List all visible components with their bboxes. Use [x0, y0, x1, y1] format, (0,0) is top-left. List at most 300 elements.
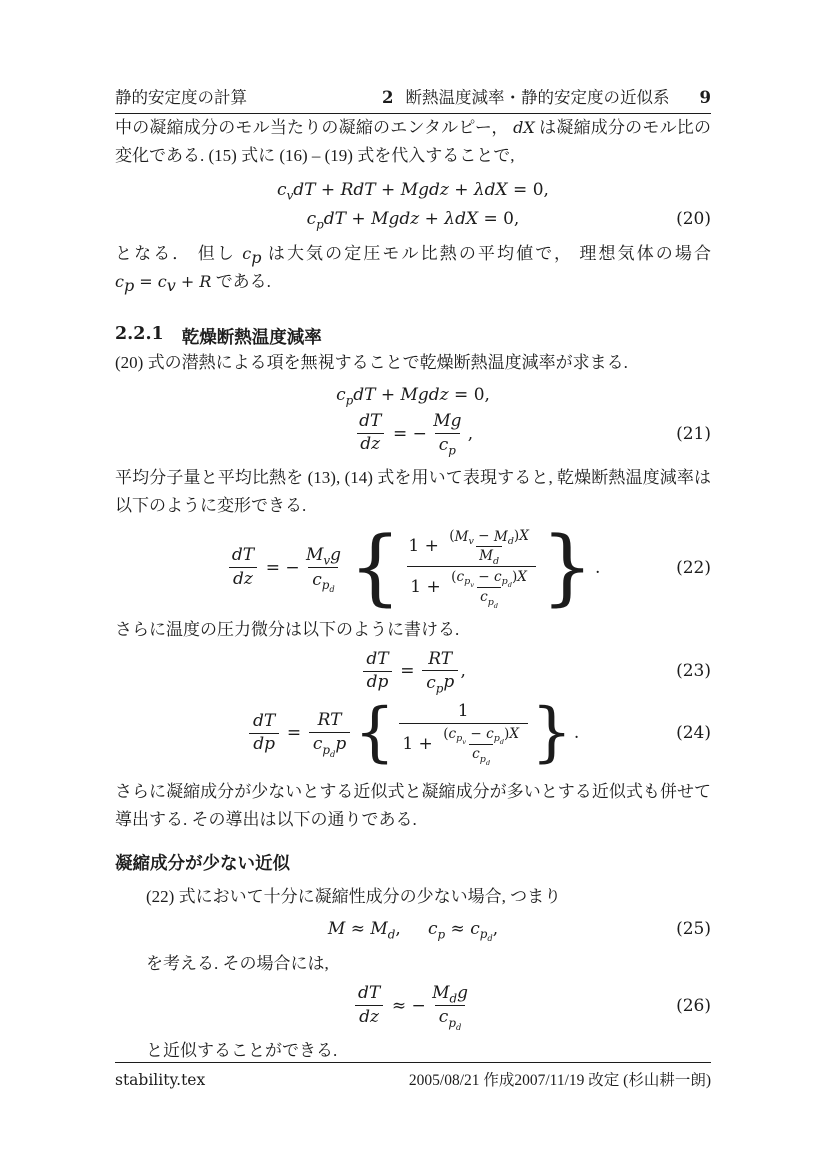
math-roman: − [473, 528, 494, 545]
equation-21 [115, 383, 711, 456]
math-subscript [388, 927, 396, 941]
math-roman: = 0, [448, 384, 490, 405]
math-var: Mgdz [400, 180, 449, 201]
math-var: dT [353, 384, 376, 405]
math-fraction [363, 650, 393, 693]
math-var: d [493, 602, 499, 611]
inline-math [242, 244, 262, 268]
math-subscripted [479, 754, 491, 768]
math-var: p [123, 275, 135, 295]
math-fraction [429, 412, 465, 456]
equation-24 [115, 695, 711, 771]
math-var: c [277, 180, 287, 201]
text-run: さらに温度の圧力微分は以下のように書ける. [115, 620, 460, 640]
equation-content [360, 650, 466, 694]
math-subscripted [426, 673, 443, 694]
text-run: 平均分子量と平均比熱を (13), (14) 式を用いて表現すると, 乾燥断熱温度減率は以下のように変形できる. [115, 468, 711, 515]
fraction-denominator [249, 733, 278, 755]
math-var: g [457, 982, 469, 1003]
math-var: Mgdz [400, 384, 449, 405]
math-fraction [405, 528, 538, 611]
equation-line [115, 519, 711, 615]
math-var: d [455, 1022, 462, 1033]
math-var: c [312, 734, 323, 755]
math-subscripted [456, 568, 474, 590]
math-subscript [123, 275, 135, 295]
math-var: d [499, 738, 505, 747]
math-var: c [426, 672, 436, 693]
fraction-denominator [422, 670, 458, 696]
equation-content [226, 519, 601, 615]
math-roman: + [175, 271, 200, 291]
math-var: c [448, 725, 457, 742]
equation-content [352, 982, 475, 1033]
brace-body [401, 528, 541, 611]
fraction-numerator [440, 726, 522, 745]
equation-22 [115, 519, 711, 615]
math-subscripted [501, 576, 512, 590]
math-var: dp [253, 734, 275, 755]
math-var: v [166, 275, 176, 295]
fraction-denominator [309, 732, 350, 760]
math-subscripted [307, 208, 324, 230]
math-var: Mg [433, 410, 462, 431]
math-var: c [486, 725, 494, 742]
fraction-denominator [476, 546, 502, 568]
math-fraction [228, 546, 258, 589]
math-fraction [428, 982, 471, 1033]
equation-number: (22) [676, 557, 711, 578]
math-roman: = [281, 723, 307, 744]
math-var: dT [252, 710, 276, 731]
math-var: p [322, 742, 330, 757]
math-var: c [438, 434, 449, 455]
math-subscripted [448, 1015, 462, 1033]
math-var: X [509, 725, 520, 742]
math-subscripted [455, 529, 474, 546]
math-var: d [387, 926, 396, 941]
math-roman: ( [449, 528, 455, 545]
math-subscripted [312, 569, 335, 595]
equation-23 [115, 650, 711, 694]
math-var: c [456, 568, 465, 585]
math-var: d [449, 991, 458, 1006]
fraction-denominator [435, 433, 460, 456]
text-run: (22) 式において十分に凝縮性成分の少ない場合, つまり [146, 887, 562, 907]
equation-number: (24) [676, 723, 711, 744]
subsection-number: 2.2.1 [115, 324, 164, 345]
header-document-title: 静的安定度の計算 [115, 89, 247, 107]
math-fraction [309, 710, 350, 760]
math-var: M [493, 528, 508, 545]
math-roman: 1 + [410, 577, 447, 598]
math-fraction [399, 701, 528, 768]
equation-content [307, 208, 520, 230]
inline-math [513, 118, 535, 137]
text-run: さらに凝縮成分が少ないとする近似式と凝縮成分が多いとする近似式も併せて導出する. その導出は以下の通りである. [115, 782, 711, 829]
math-var: p [493, 733, 500, 745]
math-var: c [494, 568, 502, 585]
math-roman: , [467, 423, 474, 444]
math-var: dX [513, 118, 535, 137]
math-subscript [450, 992, 458, 1006]
equation-line [115, 695, 711, 771]
math-roman: ) [513, 528, 520, 545]
equation-number: (23) [676, 661, 711, 682]
math-fraction [446, 528, 532, 568]
math-var: M [479, 548, 493, 565]
math-subscripted [487, 597, 499, 611]
math-subscript [436, 681, 444, 695]
math-var: c [306, 209, 317, 230]
math-subscript [448, 443, 456, 457]
text-run: は大気の定圧モル比熱の平均値で， 理想気体の場合 [261, 244, 716, 264]
brace-body [395, 701, 531, 768]
text-run: となる． 但し [115, 244, 243, 264]
math-var: c [428, 918, 438, 939]
fraction-numerator [405, 529, 538, 567]
math-subscript [479, 926, 493, 944]
math-var: dT [293, 180, 316, 201]
math-subscripted [480, 589, 499, 611]
math-subscript [329, 585, 334, 594]
math-var: M [370, 918, 388, 939]
math-roman: ) [511, 568, 518, 585]
math-subscripted [306, 545, 330, 566]
math-roman: = 0, [478, 209, 520, 230]
fraction-denominator [469, 744, 493, 768]
math-roman: + [315, 180, 341, 201]
math-subscripted [479, 926, 493, 944]
math-var: p [479, 754, 486, 766]
page-footer [115, 1062, 711, 1090]
math-var: c [472, 746, 480, 763]
math-subscript [438, 927, 446, 941]
fraction-denominator [308, 567, 338, 595]
equation-line [115, 412, 711, 456]
math-braced-group: { 1 + ( $M_v$ − $M_d$ ) X $M_d$ 1 + ( $c_{p_v}$ − $c_{p_d}$ ) X $c_{p_d}$ } [348, 519, 594, 615]
math-roman: = 0, [507, 180, 549, 201]
paragraph-dry-lapse [115, 349, 711, 377]
math-roman: , [460, 661, 466, 682]
math-subscript [493, 733, 505, 747]
math-var: p [479, 926, 488, 941]
math-roman: ≈ − [386, 995, 426, 1016]
math-var: d [487, 933, 493, 944]
math-var: c [336, 384, 346, 405]
equation-line [115, 650, 711, 694]
text-run: と近似することができる. [146, 1041, 338, 1061]
math-var: X [517, 568, 527, 585]
math-subscript [456, 733, 467, 747]
fraction-numerator [354, 984, 384, 1005]
fraction-numerator [429, 412, 465, 433]
fraction-denominator [229, 567, 256, 589]
math-subscripted [157, 271, 176, 295]
math-subscripted [322, 742, 336, 760]
footer-row [115, 1068, 711, 1090]
math-roman: ) [504, 725, 510, 742]
paragraph-approx-conclusion [115, 1037, 711, 1065]
math-var: p [443, 672, 455, 693]
math-roman: + [375, 180, 401, 201]
math-var: M [432, 983, 450, 1004]
math-var: λdX [444, 209, 479, 230]
paragraph-pressure-deriv [115, 616, 711, 644]
math-subscripted [115, 271, 135, 295]
math-subscripted [312, 734, 336, 760]
fraction-numerator [425, 650, 456, 671]
fraction-numerator [249, 712, 279, 733]
math-var: RdT [340, 180, 376, 201]
math-var: c [480, 589, 488, 606]
paragraph-mean-mol [115, 464, 711, 519]
subsection-title: 乾燥断熱温度減率 [181, 327, 322, 348]
math-var: c [242, 244, 252, 264]
math-subscript [479, 754, 491, 768]
math-roman: 1 + [408, 535, 445, 556]
math-subscripted [277, 179, 293, 201]
footer-revision-note: 2005/08/21 作成2007/11/19 改定 (杉山耕一朗) [408, 1072, 711, 1089]
math-var: M [305, 545, 324, 566]
fraction-denominator [363, 671, 392, 693]
paragraph-consider-case [115, 950, 711, 978]
header-section-group [382, 84, 711, 108]
math-var: RT [428, 648, 453, 669]
math-var: dT [366, 649, 389, 670]
math-var: dT [357, 983, 381, 1004]
text-run: は凝縮成分のモル比の変化である. (15) 式に (16) – (19) 式を代入することで, [115, 118, 711, 165]
math-fraction [354, 984, 384, 1027]
math-subscript [287, 188, 294, 202]
math-subscript [501, 576, 512, 590]
math-subscript [321, 577, 335, 595]
text-run: 中の凝縮成分のモル当たりの凝縮のエンタルピー， [115, 118, 514, 137]
math-var: p [448, 1015, 456, 1030]
page-content [115, 0, 716, 1065]
math-var: v [462, 738, 467, 747]
math-subscript [251, 248, 262, 268]
fraction-numerator [314, 711, 345, 732]
math-roman: = − [387, 423, 427, 444]
math-var: dz [359, 1006, 380, 1027]
math-var: p [437, 926, 446, 941]
math-subscripted [242, 244, 262, 268]
math-roman: ≈ [445, 918, 471, 939]
equation-20 [115, 178, 711, 231]
math-roman: 1 + [402, 734, 439, 755]
math-braced-group: { 1 1 + ( $c_{p_v}$ − $c_{p_d}$ ) X $c_{p_d}$ } [354, 695, 573, 771]
equation-number: (21) [676, 423, 711, 444]
math-subscripted [438, 1007, 462, 1033]
math-var: c [438, 1007, 449, 1028]
math-roman: = [134, 271, 158, 291]
fraction-numerator [428, 983, 471, 1005]
math-subscript [316, 217, 324, 231]
math-var: v [323, 553, 331, 568]
math-var: p [464, 576, 471, 588]
math-var: c [312, 569, 322, 590]
math-fraction [422, 650, 458, 694]
math-var: p [456, 733, 463, 745]
math-var: p [448, 443, 456, 458]
math-fraction [249, 712, 279, 755]
math-var: d [507, 536, 514, 548]
fraction-numerator [228, 546, 258, 567]
math-var: p [501, 576, 508, 588]
math-var: g [330, 544, 341, 565]
text-run: である. [211, 271, 271, 291]
fraction-numerator [454, 702, 472, 723]
math-roman: + [448, 180, 474, 201]
math-roman: ( [451, 568, 457, 585]
math-subscripted [486, 725, 505, 747]
math-roman: , [395, 918, 401, 939]
equation-line [115, 207, 711, 231]
math-roman: − [466, 725, 487, 742]
footer-rule [115, 1062, 711, 1063]
running-header [115, 84, 711, 108]
fraction-denominator [407, 566, 536, 611]
equation-content [327, 918, 499, 944]
paragraph-few-condensate-case [115, 883, 711, 911]
math-subscripted [493, 733, 505, 747]
math-var: RT [317, 710, 342, 731]
math-subscript [346, 393, 354, 407]
math-roman: ≈ [345, 918, 371, 939]
math-subscripted [494, 568, 512, 590]
subsection-heading-221 [115, 324, 711, 349]
equation-line [115, 178, 711, 202]
math-fraction [355, 412, 385, 455]
math-subscripted [472, 746, 491, 768]
equation-line [115, 383, 711, 407]
fraction-denominator [357, 433, 384, 455]
equation-25 [115, 917, 711, 944]
paragraph-approx-intro [115, 778, 711, 833]
header-page-number: 9 [699, 88, 711, 107]
math-roman: , [492, 918, 499, 939]
math-var: dT [231, 545, 255, 566]
equation-number: (26) [676, 995, 711, 1016]
fraction-numerator [302, 545, 345, 567]
math-var: λdX [473, 180, 508, 201]
math-var: dT [359, 411, 382, 432]
math-var: v [286, 188, 294, 203]
fraction-numerator [446, 529, 532, 547]
math-subscripted [432, 983, 457, 1004]
math-roman: ( [443, 725, 449, 742]
math-var: c [115, 271, 124, 291]
math-subscript [487, 597, 499, 611]
math-subscripted [428, 918, 445, 940]
fraction-denominator [435, 1005, 465, 1033]
math-var: d [507, 581, 512, 590]
math-subscript [456, 1023, 461, 1032]
math-var: p [321, 577, 330, 592]
math-var: d [329, 749, 336, 760]
fraction-numerator [363, 650, 393, 671]
footer-file-name: stability.tex [115, 1071, 206, 1089]
math-var: p [316, 217, 324, 232]
equation-content [336, 384, 490, 406]
math-subscripted [470, 918, 493, 944]
math-var: v [468, 536, 474, 548]
math-var: dz [233, 568, 253, 589]
math-subscript [486, 760, 490, 767]
fraction-numerator [448, 569, 530, 588]
math-roman: − [473, 568, 494, 585]
math-roman: 1 [457, 701, 469, 722]
math-var: p [251, 248, 262, 268]
math-var: dz [360, 434, 381, 455]
math-subscripted [464, 576, 474, 590]
fraction-denominator [477, 587, 501, 611]
paragraph-intro [115, 114, 711, 169]
math-subscripted [494, 529, 514, 546]
math-var: c [157, 271, 167, 291]
fraction-denominator [355, 1005, 382, 1027]
math-var: R [199, 271, 212, 291]
equation-content [277, 179, 549, 201]
equation-content [353, 412, 473, 456]
math-var: X [519, 528, 529, 545]
math-var: p [335, 734, 347, 755]
math-subscript [166, 275, 176, 295]
math-var: M [454, 528, 469, 545]
math-var: v [470, 581, 474, 590]
math-subscripted [448, 725, 467, 747]
math-roman: + [375, 384, 401, 405]
math-subscripted [370, 918, 395, 940]
math-var: d [485, 759, 491, 768]
math-subscripted [456, 733, 467, 747]
equation-number: (25) [676, 918, 711, 939]
math-fraction [440, 725, 522, 768]
equation-26 [115, 982, 711, 1033]
math-subscripted [439, 435, 456, 456]
header-section-title: 断熱温度減率・静的安定度の近似系 [405, 89, 670, 107]
equation-content [247, 695, 580, 771]
inline-math [115, 271, 212, 295]
text-run: を考える. その場合には, [146, 953, 329, 973]
math-subscript [323, 554, 330, 568]
math-var: p [345, 393, 354, 407]
math-subscript [464, 576, 474, 590]
math-subscripted [336, 384, 353, 406]
math-var: p [487, 597, 494, 609]
minor-heading-few-condensate: 凝縮成分が少ない近似 [115, 853, 290, 874]
math-subscript [448, 1015, 462, 1033]
math-roman: + [346, 209, 372, 230]
math-var: dT [323, 209, 347, 230]
math-var: d [329, 584, 335, 595]
text-run: (20) 式の潜熱による項を無視することで乾燥断熱温度減率が求まる. [115, 353, 628, 373]
equation-number: (20) [676, 209, 711, 230]
math-var: dp [366, 672, 389, 693]
fraction-denominator [399, 723, 528, 768]
math-roman: . [573, 723, 580, 744]
equation-line [115, 982, 711, 1033]
equation-line [115, 917, 711, 944]
math-var: M [327, 918, 346, 939]
math-roman: + [419, 209, 445, 230]
header-section-number: 2 [382, 88, 394, 107]
math-fraction [302, 544, 345, 595]
math-var: p [435, 681, 444, 696]
math-subscripted [479, 548, 500, 568]
math-var: c [470, 918, 480, 939]
